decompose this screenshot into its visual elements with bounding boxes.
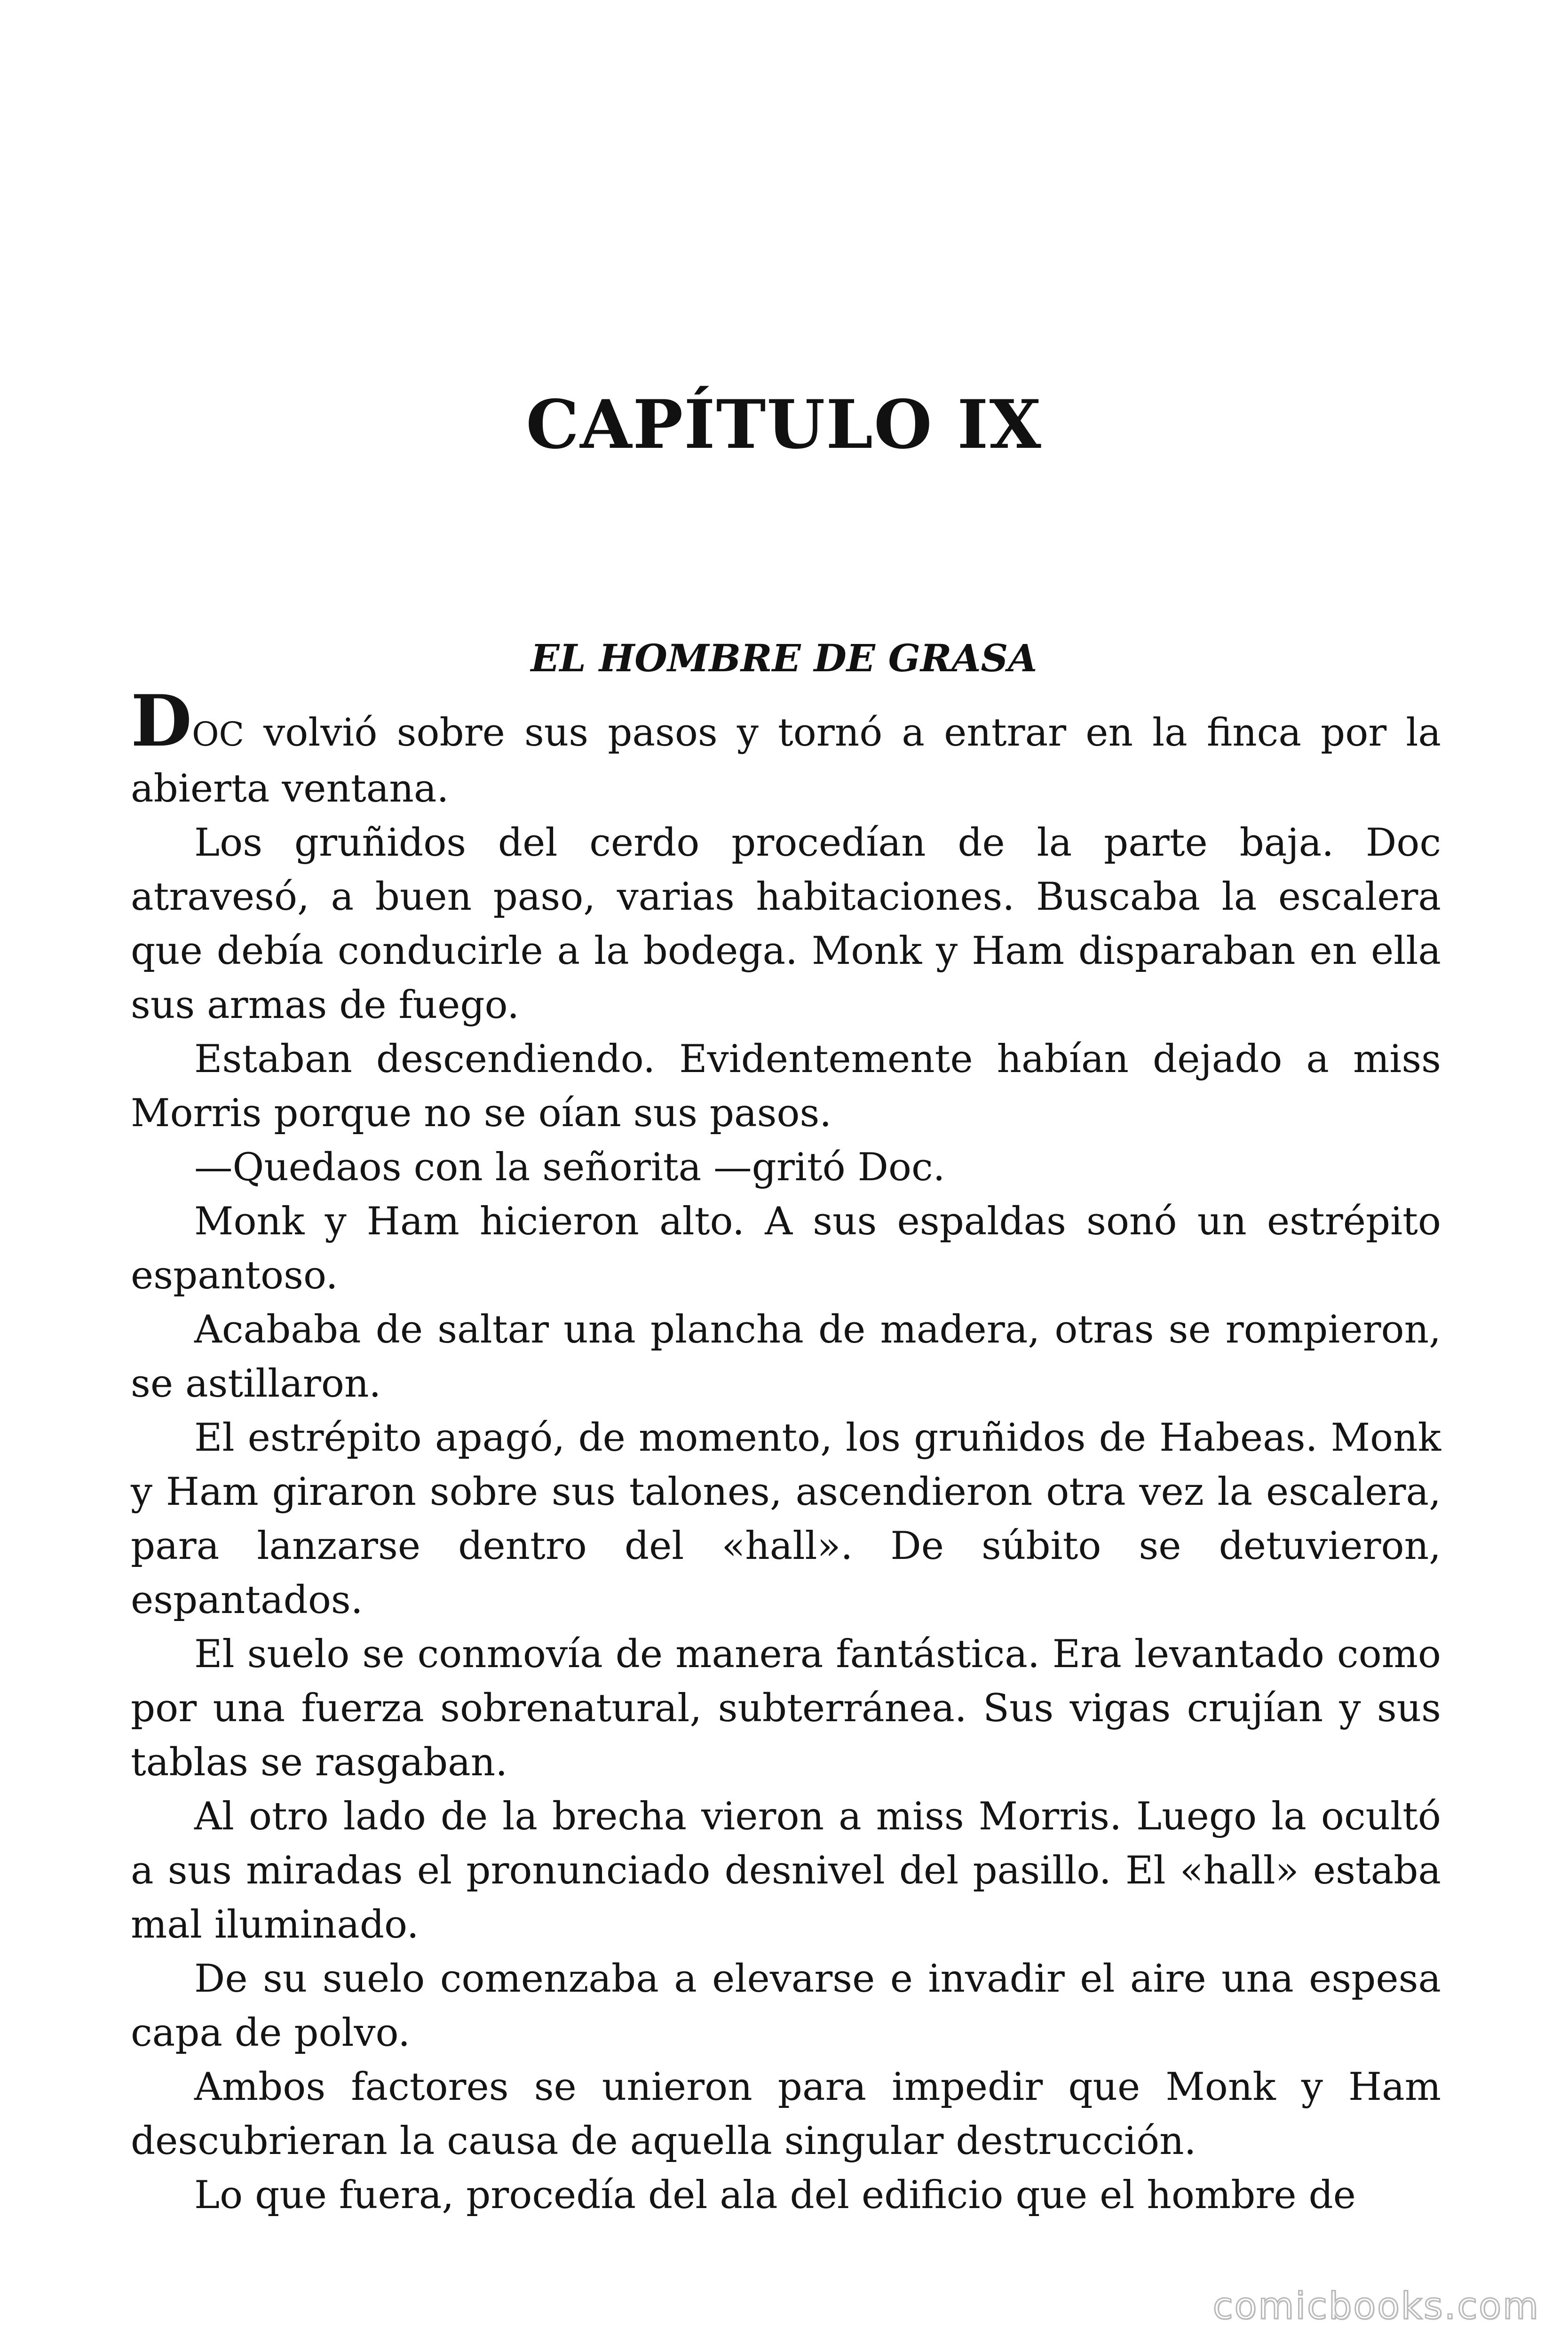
paragraph-10: De su suelo comenzaba a elevarse e invadir el aire una espesa capa de polvo. — [131, 1956, 1441, 2055]
paragraph-4: —Quedaos con la señorita —gritó Doc. — [194, 1145, 945, 1190]
paragraph-2: Los gruñidos del cerdo procedían de la parte baja. Doc atravesó, a buen paso, varias habitaciones. Buscaba la escalera que debía conducirle a la bodega. Monk y Ham disparaban en ella sus armas de fuego. — [131, 820, 1441, 1027]
paragraph-1 — [131, 680, 1441, 816]
paragraph-9: Al otro lado de la brecha vieron a miss Morris. Luego la ocultó a sus miradas el pronunciado desnivel del pasillo. El «hall» estaba mal iluminado. — [131, 1794, 1441, 1947]
paragraph-11: Ambos factores se unieron para impedir que Monk y Ham descubrieran la causa de aquella singular destrucción. — [131, 2065, 1441, 2163]
paragraph-6: Acababa de saltar una plancha de madera, otras se rompieron, se astillaron. — [131, 1307, 1441, 1406]
paragraph-8: El suelo se conmovía de manera fantástica. Era levantado como por una fuerza sobrenatural, subterránea. Sus vigas crujían y sus tablas se rasgaban. — [131, 1632, 1441, 1785]
chapter-title: CAPÍTULO IX — [526, 386, 1042, 464]
paragraph-3: Estaban descendiendo. Evidentemente habían dejado a miss Morris porque no se oían sus pasos. — [131, 1037, 1441, 1136]
chapter-subtitle: EL HOMBRE DE GRASA — [531, 636, 1037, 680]
chapter-body — [131, 680, 1441, 2222]
paragraph-5: Monk y Ham hicieron alto. A sus espaldas sonó un estrépito espantoso. — [131, 1199, 1441, 1298]
paragraph-text: volvió sobre sus pasos y tornó a entrar en la finca por la abierta ventana. — [131, 710, 1441, 811]
drop-cap: D — [131, 680, 192, 763]
paragraph-12: Lo que fuera, procedía del ala del edificio que el hombre de — [194, 2173, 1356, 2217]
paragraph-7: El estrépito apagó, de momento, los gruñidos de Habeas. Monk y Ham giraron sobre sus talones, ascendieron otra vez la escalera, para lanzarse dentro del «hall». De súbito se detuvieron, espantados. — [131, 1415, 1441, 1622]
watermark-logo: comicbooks.com — [1212, 2285, 1540, 2328]
small-caps: OC — [192, 715, 245, 754]
